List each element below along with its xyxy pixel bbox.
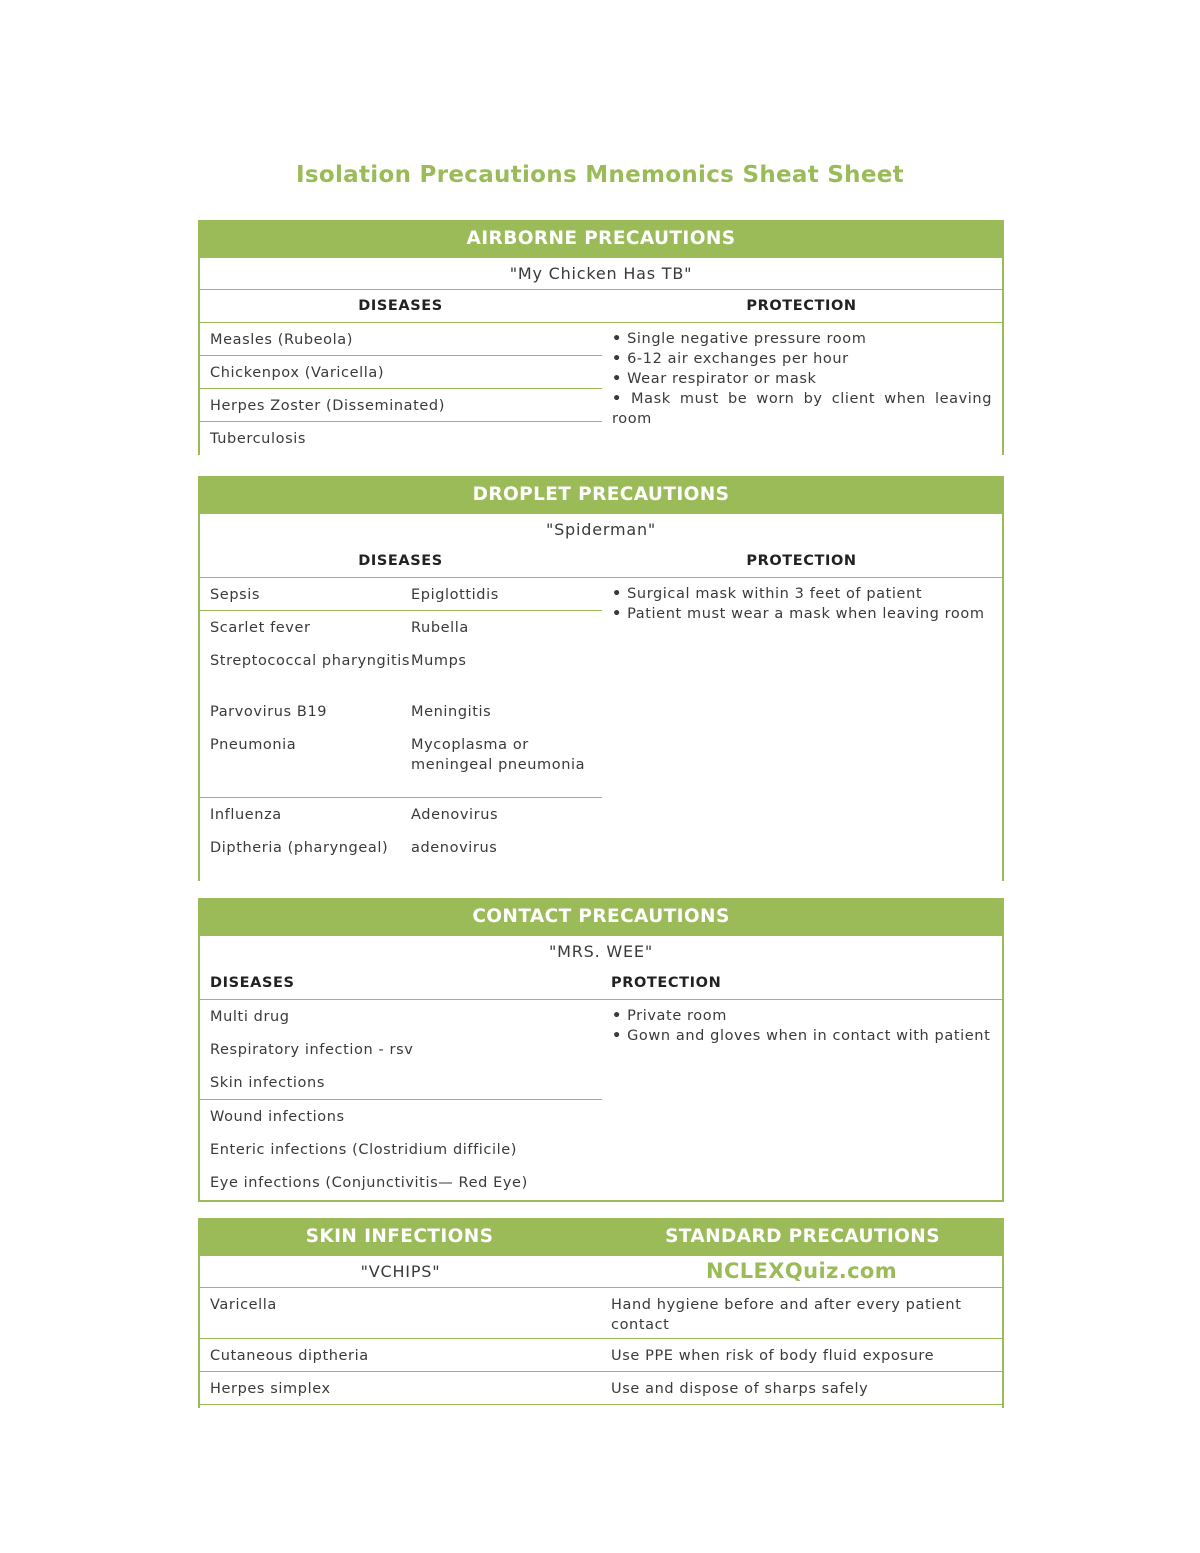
protection-item: • Mask must be worn by client when leaving room [612,391,992,427]
airborne-column-headers [200,290,1002,323]
protection-item: • Wear respirator or mask [612,371,817,387]
protection-column-header: PROTECTION [746,553,857,569]
disease-cell: Mumps [411,653,467,669]
table-row [200,644,602,695]
contact-column-headers [200,967,1002,1000]
diseases-column-header: DISEASES [358,298,443,314]
disease-item: Enteric infections (Clostridium difficile) [210,1142,518,1158]
disease-cell: Adenovirus [411,807,499,823]
protection-item: • Single negative pressure room [612,331,867,347]
disease-cell: Diptheria (pharyngeal) [210,840,389,856]
table-row [200,1372,1002,1405]
disease-item: Herpes Zoster (Disseminated) [200,389,602,422]
droplet-section [198,476,1004,881]
contact-section [198,898,1004,1202]
protection-item: • 6-12 air exchanges per hour [612,351,849,367]
disease-item: Multi drug [210,1009,290,1025]
table-row [200,578,602,611]
disease-cell: Epiglottidis [411,587,499,603]
contact-header: CONTACT PRECAUTIONS [198,898,1004,936]
droplet-protection-list [602,578,1002,883]
disease-cell: Parvovirus B19 [210,704,328,720]
standard-item: Use PPE when risk of body fluid exposure [611,1348,935,1364]
disease-item: Measles (Rubeola) [200,323,602,356]
brand-text: NCLEXQuiz.com [705,1259,898,1283]
disease-item: Chickenpox (Varicella) [200,356,602,389]
protection-item: • Private room [612,1008,727,1024]
droplet-column-headers [200,545,1002,578]
disease-item: Respiratory infection - rsv [210,1042,414,1058]
protection-item: • Patient must wear a mask when leaving room [612,606,985,622]
droplet-diseases-table [200,578,602,883]
contact-body [198,936,1004,1202]
airborne-header: AIRBORNE PRECAUTIONS [198,220,1004,258]
skin-item: Varicella [210,1297,277,1313]
disease-cell: Mycoplasma or meningeal pneumonia [411,737,586,773]
contact-mnemonic: "MRS. WEE" [548,942,653,961]
disease-item: Tuberculosis [210,431,307,447]
droplet-header: DROPLET PRECAUTIONS [198,476,1004,514]
contact-protection-list [602,1000,1002,1196]
airborne-body [198,258,1004,455]
disease-item: Wound infections [210,1109,345,1125]
table-row [200,695,602,728]
diseases-column-header: DISEASES [358,553,443,569]
disease-cell: Influenza [210,807,282,823]
disease-item: Eye infections (Conjunctivitis— Red Eye) [210,1175,528,1191]
table-row [200,1288,1002,1339]
skin-standard-section [198,1218,1004,1408]
airborne-section [198,220,1004,455]
disease-cell: Sepsis [210,587,261,603]
standard-precautions-header: STANDARD PRECAUTIONS [601,1218,1004,1256]
table-row [200,1339,1002,1372]
airborne-mnemonic: "My Chicken Has TB" [200,258,1002,290]
diseases-column-header: DISEASES [210,975,295,991]
skin-mnemonic: "VCHIPS" [360,1262,441,1281]
disease-cell: adenovirus [411,840,498,856]
disease-item: Skin infections [200,1066,602,1100]
skin-infections-header: SKIN INFECTIONS [198,1218,601,1256]
table-row [200,611,602,644]
disease-cell: Rubella [411,620,469,636]
standard-item: Use and dispose of sharps safely [611,1381,869,1397]
disease-cell: Streptococcal pharyngitis [210,653,411,669]
protection-column-header: PROTECTION [746,298,857,314]
standard-item: Hand hygiene before and after every patient contact [611,1297,962,1333]
protection-item: • Surgical mask within 3 feet of patient [612,586,923,602]
page-title: Isolation Precautions Mnemonics Sheat Sheet [296,162,904,188]
airborne-protection-list [602,323,1002,455]
table-row [200,728,602,798]
disease-cell: Meningitis [411,704,492,720]
protection-item: • Gown and gloves when in contact with patient [612,1028,991,1044]
droplet-body [198,514,1004,881]
disease-cell: Pneumonia [210,737,297,753]
table-row [200,798,602,831]
droplet-mnemonic: "Spiderman" [545,520,657,539]
table-row [200,831,602,883]
protection-column-header: PROTECTION [611,975,722,991]
disease-cell: Scarlet fever [210,620,311,636]
airborne-diseases-list [200,323,602,455]
contact-diseases-list [200,1000,602,1196]
skin-standard-body [198,1256,1004,1408]
skin-item: Cutaneous diptheria [210,1348,369,1364]
skin-item: Herpes simplex [210,1381,331,1397]
